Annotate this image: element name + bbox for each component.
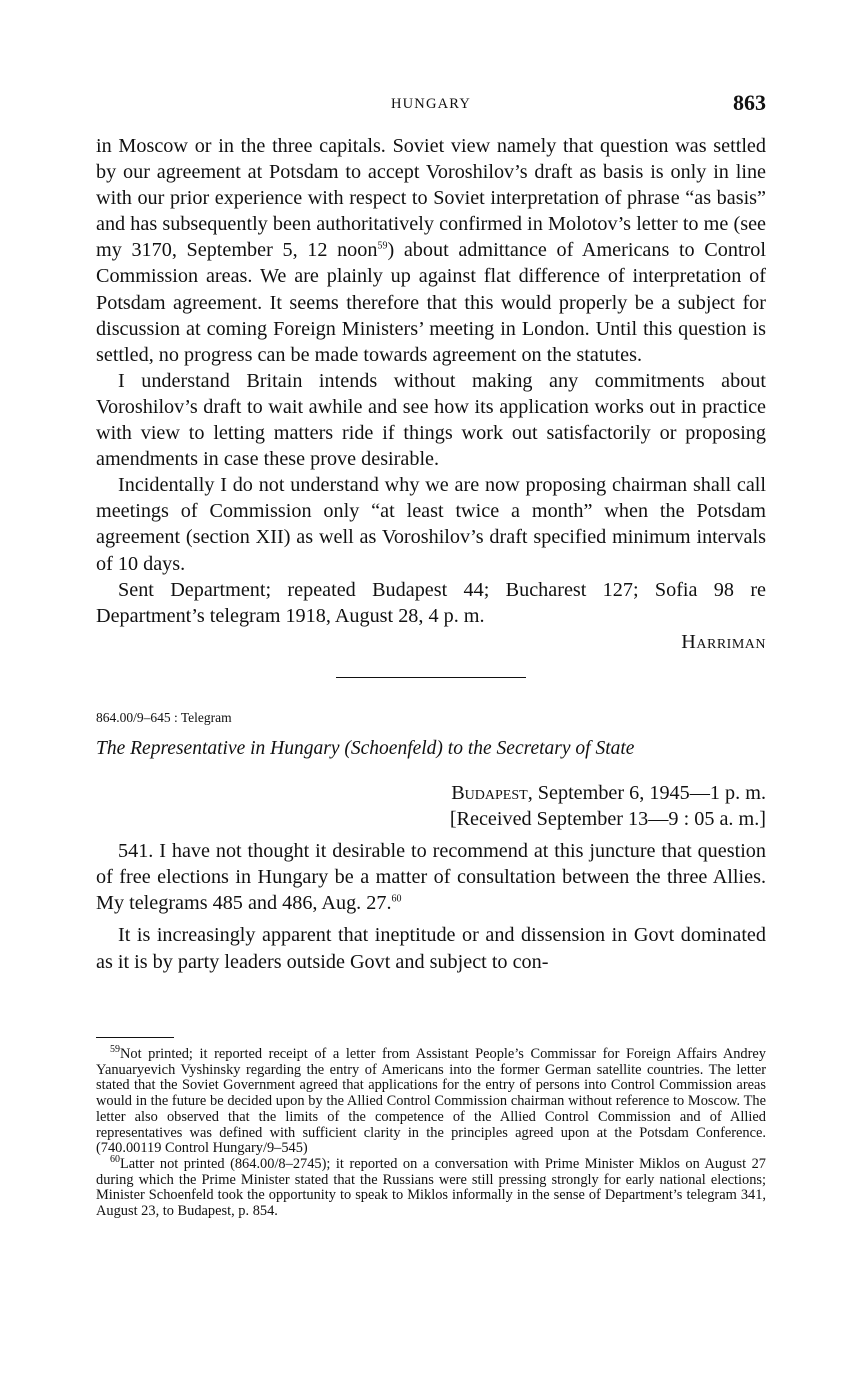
footnotes <box>96 1044 766 1220</box>
section-divider <box>336 677 526 678</box>
running-head: HUNGARY <box>390 96 472 112</box>
paragraph-ineptitude: It is increasingly apparent that ineptitude or and dissension in Govt dominated as it is by party leaders outside Govt and subject to con- <box>96 924 766 973</box>
paragraph-continuation <box>96 133 766 368</box>
footnote-59 <box>96 1044 766 1157</box>
paragraph-541 <box>96 838 766 916</box>
signature: Harriman <box>681 630 766 653</box>
footnote-60 <box>96 1154 766 1220</box>
page-header <box>96 90 766 120</box>
paragraph-text: 541. I have not thought it desirable to recommend at this juncture that question of free elections in Hungary be a matter of consultation between the three Allies. My telegrams 485 and 486, Aug. 27. <box>96 840 766 915</box>
footnote-text: Not printed; it reported receipt of a letter from Assistant People’s Commissar for Foreign Affairs Andrey Yanuaryevich Vyshinsky regarding the entry of Americans into the former German satellite countries. The letter stated that the Soviet Government agreed that applications for the entry of persons into Control Commission areas would in the future be decided upon by the Allied Control Commission chairman without reference to Moscow. The letter also observed that the limits of the competence of the Allied Control Commission and of Allied representatives was defined with sufficient clarity in the principles agreed upon at the Potsdam Conference. (740.00119 Control Hungary/9–545) <box>96 1046 766 1157</box>
dateline <box>96 780 766 806</box>
footnote-ref-59: 59 <box>377 240 388 252</box>
paragraph-text-cont: ) about admittance of Americans to Control Commission areas. We are plainly up against flat difference of interpretation of Potsdam agreement. It seems therefore that this would properly be a subject for discussion at coming Foreign Ministers’ meeting in London. Until this question is settled, no progress can be made towards agreement on the statutes. <box>96 239 766 366</box>
page-number: 863 <box>733 90 766 115</box>
footnote-marker: 60 <box>110 1154 120 1166</box>
file-reference: 864.00/9–645 : Telegram <box>96 709 232 725</box>
dateline-place: Budapest <box>451 781 528 804</box>
footnote-ref-60: 60 <box>391 893 402 905</box>
footnote-marker: 59 <box>110 1044 120 1056</box>
paragraph-incidentally: Incidentally I do not understand why we are now proposing chairman shall call meetings of Commission only “at least twice a month” when the Potsdam agreement (section XII) as well as Voroshilov’s draft specified minimum intervals of 10 days. <box>96 474 766 575</box>
paragraph-britain: I understand Britain intends without making any commitments about Voroshilov’s draft to wait awhile and see how its application works out in practice with view to letting matters ride if things work out satisfactorily or proposing amendments in case these prove desirable. <box>96 369 766 471</box>
body-text <box>96 133 766 975</box>
paragraph-text: in Moscow or in the three capitals. Soviet view namely that question was settled by our agreement at Potsdam to accept Voroshilov’s draft as basis is only in line with our prior experience with respect to Soviet interpretation of phrase “as basis” and has subsequently been authoritatively confirmed in Molotov’s letter to me (see my 3170, September 5, 12 noon <box>96 135 766 262</box>
footnote-text: Latter not printed (864.00/8–2745); it reported on a conversation with Prime Minister Miklos on August 27 during which the Prime Minister stated that the Russians were still pressing strongly for early national elections; Minister Schoenfeld took the opportunity to speak to Miklos informally in the sense of Department’s telegram 341, August 23, to Budapest, p. 854. <box>96 1155 766 1220</box>
dateline-date: , September 6, 1945—1 p. m. <box>527 781 766 804</box>
document-title: The Representative in Hungary (Schoenfeld) to the Secretary of State <box>96 737 635 759</box>
paragraph-sent: Sent Department; repeated Budapest 44; Bucharest 127; Sofia 98 re Department’s telegram 1918, August 28, 4 p. m. <box>96 578 766 627</box>
footnote-rule <box>96 1037 174 1038</box>
received-line: [Received September 13—9 : 05 a. m.] <box>449 808 766 831</box>
